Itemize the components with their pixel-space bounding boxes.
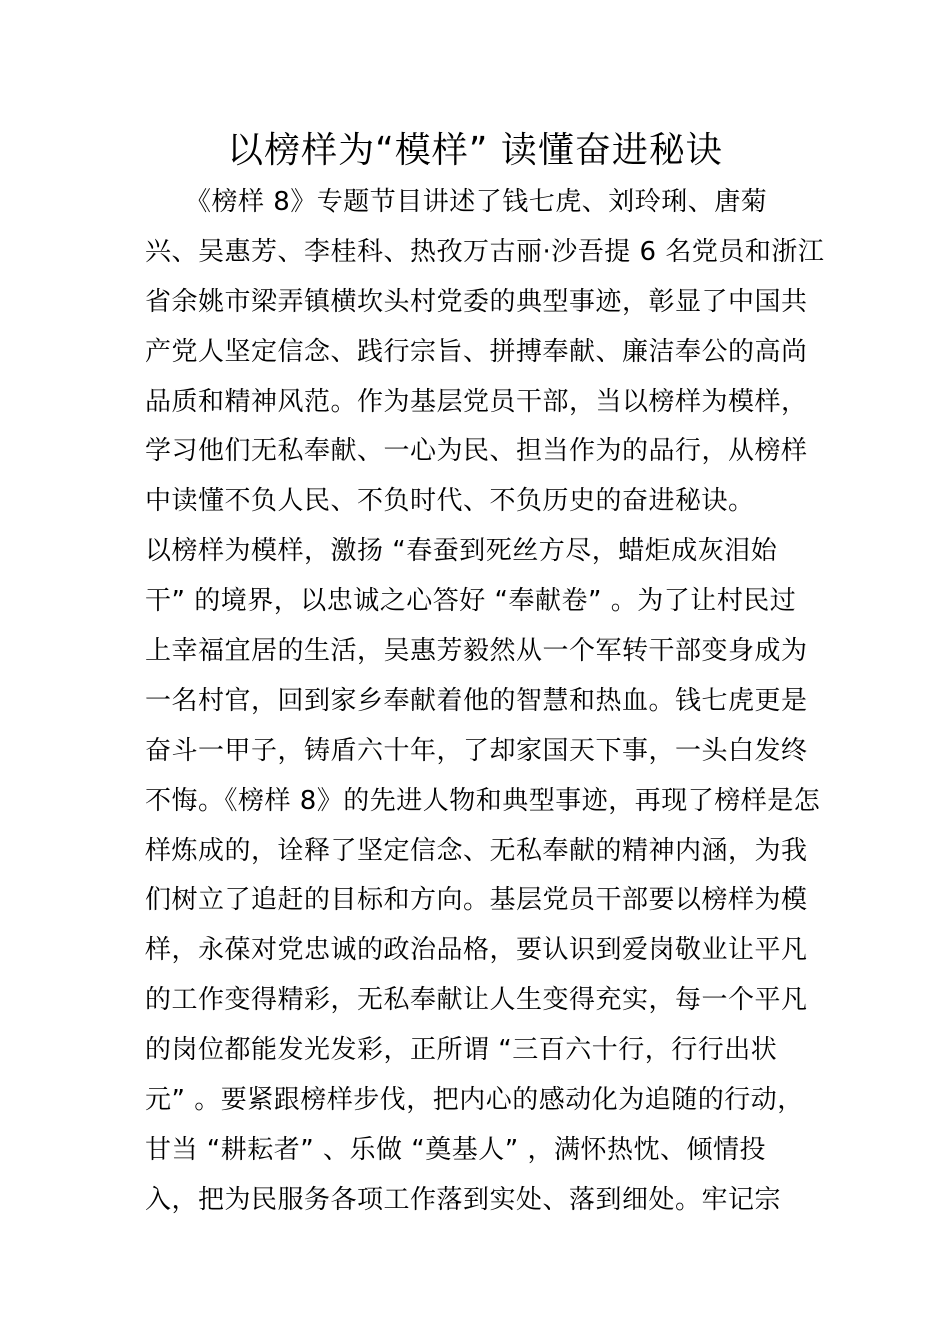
document-title: 以榜样为“模样” 读懂奋进秘诀: [227, 130, 723, 171]
text-line: 以榜样为模样，激扬 “春蚕到死丝方尽，蜡炬成灰泪始: [145, 536, 778, 567]
text-line: 中读懂不负人民、不负时代、不负历史的奋进秘诀。: [145, 486, 755, 517]
text-line: 不悔。《榜样 8》的先进人物和典型事迹，再现了榜样是怎: [145, 785, 821, 816]
text-line: 兴、吴惠芳、李桂科、热孜万古丽·沙吾提 6 名党员和浙江: [145, 236, 825, 267]
text-line: 甘当 “耕耘者” 、乐做 “奠基人” ，满怀热忱、倾情投: [145, 1134, 766, 1165]
text-line: 省余姚市梁弄镇横坎头村党委的典型事迹，彰显了中国共: [145, 286, 808, 317]
text-line: 产党人坚定信念、践行宗旨、拼搏奉献、廉洁奉公的高尚: [145, 336, 808, 367]
text-line: 学习他们无私奉献、一心为民、担当作为的品行，从榜样: [145, 436, 808, 467]
text-line: 上幸福宜居的生活，吴惠芳毅然从一个军转干部变身成为: [145, 636, 808, 667]
text-line: 的岗位都能发光发彩，正所谓 “三百六十行，行行出状: [145, 1035, 778, 1066]
text-line: 《榜样 8》专题节目讲述了钱七虎、刘玲琍、唐菊: [145, 187, 768, 217]
text-line: 奋斗一甲子，铸盾六十年，了却家国天下事，一头白发终: [145, 735, 808, 766]
document-body: [145, 178, 825, 1226]
text-line: 入，把为民服务各项工作落到实处、落到细处。牢记宗: [145, 1184, 782, 1215]
text-line: 元” 。要紧跟榜样步伐，把内心的感动化为追随的行动，: [145, 1085, 804, 1116]
text-line: 一名村官，回到家乡奉献着他的智慧和热血。钱七虎更是: [145, 685, 808, 716]
text-line: 品质和精神风范。作为基层党员干部，当以榜样为模样，: [145, 386, 808, 417]
text-line: 样炼成的，诠释了坚定信念、无私奉献的精神内涵，为我: [145, 835, 808, 866]
text-line: 们树立了追赶的目标和方向。基层党员干部要以榜样为模: [145, 885, 808, 916]
text-line: 样，永葆对党忠诚的政治品格，要认识到爱岗敬业让平凡: [145, 935, 808, 966]
text-line: 的工作变得精彩，无私奉献让人生变得充实，每一个平凡: [145, 985, 808, 1016]
text-line: 干” 的境界，以忠诚之心答好 “奉献卷” 。为了让村民过: [145, 586, 797, 617]
